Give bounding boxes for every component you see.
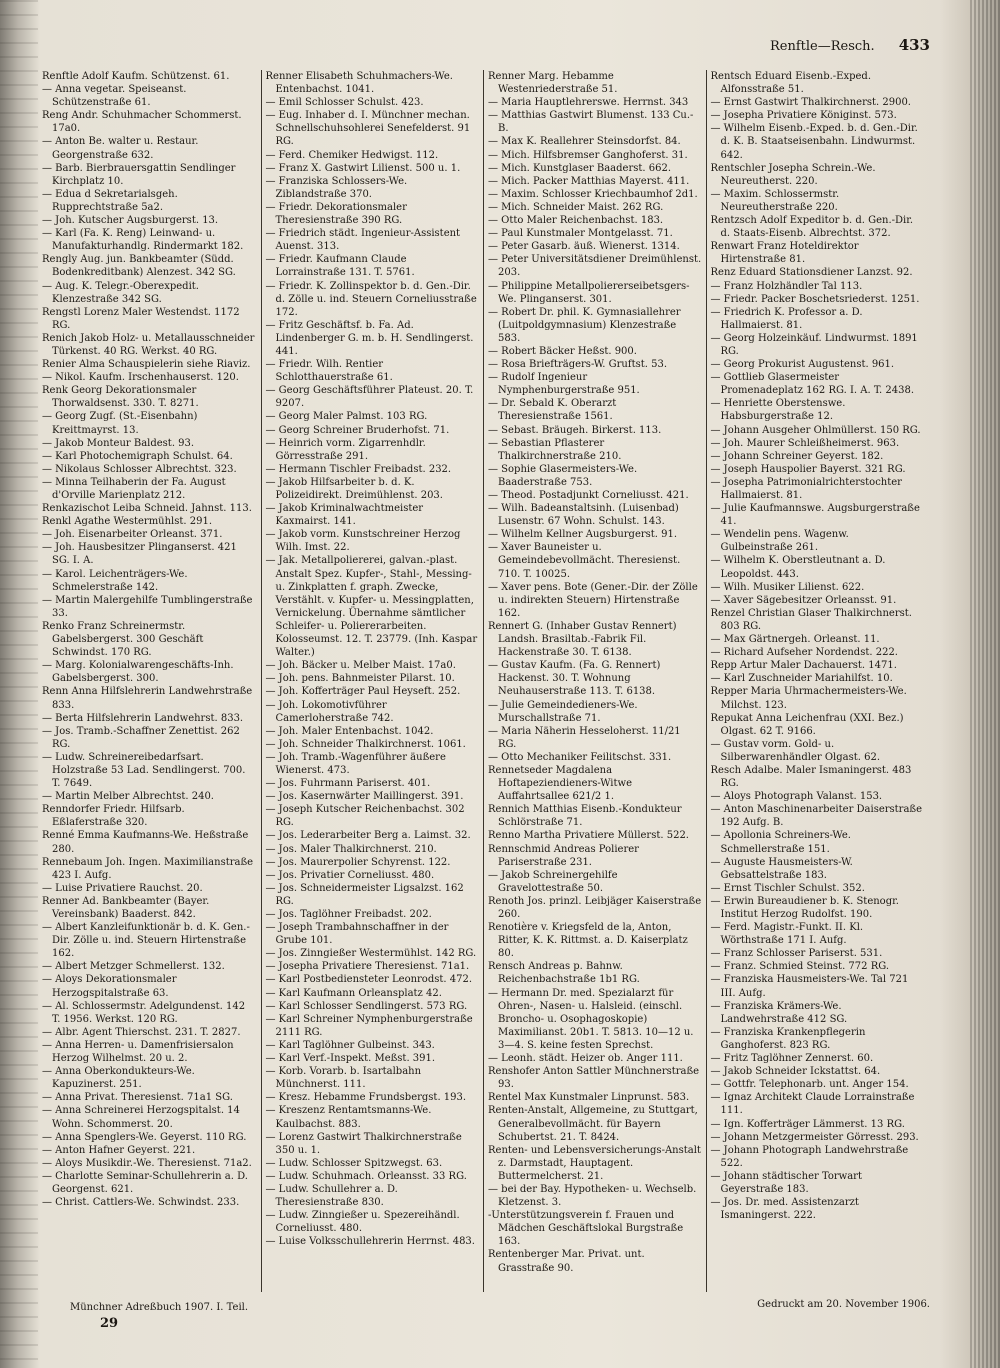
directory-entry: Renier Alma Schauspielerin siehe Riaviz. xyxy=(42,359,251,371)
directory-entry: — Luise Volksschullehrerin Herrnst. 483. xyxy=(265,1236,475,1248)
directory-entry: — Martin Melber Albrechtst. 240. xyxy=(42,791,214,803)
directory-entry: — Jos. Kasernwärter Maillingerst. 391. xyxy=(265,791,464,803)
directory-entry: — Minna Teilhaberin der Fa. August d'Orville Marienplatz 212. xyxy=(42,476,226,501)
directory-entry: — Joh. Hausbesitzer Plinganserst. 421 SG. I. A. xyxy=(42,542,237,567)
directory-entry: — Max Gärtnergeh. Orleanst. 11. xyxy=(710,634,880,646)
directory-entry: Rengly Aug. jun. Bankbeamter (Südd. Bodenkreditbank) Alenzest. 342 SG. xyxy=(42,254,236,279)
directory-entry: — Robert Bäcker Heßst. 900. xyxy=(488,345,637,357)
directory-entry: — Johann Schreiner Geyerst. 182. xyxy=(710,450,884,462)
printed-date: Gedruckt am 20. November 1906. xyxy=(757,1299,930,1310)
directory-entry: — Rosa Briefträgers-W. Gruftst. 53. xyxy=(488,359,667,371)
directory-entry: — Hermann Dr. med. Spezialarzt für Ohren-, Nasen- u. Halsleid. (einschl. Broncho- u. Osophagoskopie) Maximilianst. 20b1. T. 5813. 10—12 u. 3—4. S. keine festen Sprechst. xyxy=(488,987,694,1051)
directory-entry: — Joh. Eisenarbeiter Orleanst. 371. xyxy=(42,529,223,541)
directory-entry: — Gottfr. Telephonarb. unt. Anger 154. xyxy=(710,1079,909,1091)
directory-entry: — Sebastian Pflasterer Thalkirchnerstraße 210. xyxy=(488,437,622,462)
directory-entry: — Anton Be. walter u. Restaur. Georgenstraße 632. xyxy=(42,136,199,161)
directory-entry: — Jakob Schreinergehilfe Gravelottestraße 50. xyxy=(488,869,618,894)
directory-entry: — Erwin Bureaudiener b. K. Stenogr. Institut Herzog Rudolfst. 190. xyxy=(710,895,899,920)
directory-entry: Rentzsch Adolf Expeditor b. d. Gen.-Dir. d. Staats-Eisenb. Albrechtst. 372. xyxy=(710,215,914,240)
directory-entry: — Julie Kaufmannswe. Augsburgerstraße 41. xyxy=(710,503,920,528)
directory-entry: — Xaver pens. Bote (Gener.-Dir. der Zölle u. indirekten Steuern) Hirtenstraße 162. xyxy=(488,581,698,619)
directory-entry: — Jos. Zinngießer Westermühlst. 142 RG. xyxy=(265,948,477,960)
directory-entry: — Charlotte Seminar-Schullehrerin a. D. Georgenst. 621. xyxy=(42,1170,248,1195)
directory-entry: — Ludw. Schlosser Spitzwegst. 63. xyxy=(265,1157,443,1169)
directory-entry: — Martin Malergehilfe Tumblingerstraße 33. xyxy=(42,594,253,619)
directory-entry: — Karl Schreiner Nymphenburgerstraße 2111 RG. xyxy=(265,1013,473,1038)
directory-entry: — Gottlieb Glasermeister Promenadeplatz 162 RG. I. A. T. 2438. xyxy=(710,372,915,397)
directory-entry: — Ludw. Zinngießer u. Spezereihändl. Corneliusst. 480. xyxy=(265,1210,460,1235)
column-2 xyxy=(261,70,484,1292)
directory-entry: — Karl Kaufmann Orleansplatz 42. xyxy=(265,987,442,999)
directory-entry: Renkazischot Leiba Schneid. Jahnst. 113. xyxy=(42,503,252,515)
directory-entry: — Jos. Lederarbeiter Berg a. Laimst. 32. xyxy=(265,830,471,842)
header-range: Renftle—Resch. xyxy=(770,39,875,54)
directory-entry: — Nikol. Kaufm. Irschenhauserst. 120. xyxy=(42,372,239,384)
directory-entry: — Johann Metzgermeister Görresst. 293. xyxy=(710,1131,919,1143)
directory-entry: — Anna Herren- u. Damenfrisiersalon Herzog Wilhelmst. 20 u. 2. xyxy=(42,1039,234,1065)
directory-entry: — Karl Schlosser Sendlingerst. 573 RG. xyxy=(265,1000,468,1012)
directory-entry: — Jos. Fuhrmann Pariserst. 401. xyxy=(265,778,431,790)
directory-entry: — Wilhelm Eisenb.-Exped. b. d. Gen.-Dir. d. K. B. Staatseisenbahn. Lindwurmst. 642. xyxy=(710,123,918,161)
directory-entry: — Wendelin pens. Wagenw. Gulbeinstraße 261. xyxy=(710,529,849,554)
directory-entry: — Friedrich städt. Ingenieur-Assistent Auenst. 313. xyxy=(265,228,461,253)
directory-entry: — Anna Spenglers-We. Geyerst. 110 RG. xyxy=(42,1131,247,1143)
directory-entry: — Korb. Vorarb. b. Isartalbahn Münchnerst. 111. xyxy=(265,1066,422,1091)
signature-number: 29 xyxy=(100,1316,119,1331)
directory-entry: — Ludw. Schullehrer a. D. Theresienstraße 830. xyxy=(265,1183,398,1209)
page-footer xyxy=(70,1299,950,1342)
directory-entry: — Georg Maler Palmst. 103 RG. xyxy=(265,411,428,423)
directory-entry: — bei der Bay. Hypotheken- u. Wechselb. Kletzenst. 3. xyxy=(488,1183,697,1209)
directory-entry: — Paul Kunstmaler Montgelasst. 71. xyxy=(488,228,673,240)
directory-entry: — Mich. Schneider Maist. 262 RG. xyxy=(488,201,664,213)
directory-entry: — Jos. Privatier Corneliusst. 480. xyxy=(265,869,435,881)
directory-entry: — Fritz Taglöhner Zennerst. 60. xyxy=(710,1053,874,1065)
directory-entry: — Josepha Privatiere Theresienst. 71a1. xyxy=(265,961,470,973)
directory-entry: — Philippine Metallpoliererseibetsgers-We. Plinganserst. 301. xyxy=(488,280,690,305)
directory-entry: — Karl Taglöhner Gulbeinst. 343. xyxy=(265,1039,435,1051)
directory-entry: Renftle Adolf Kaufm. Schützenst. 61. xyxy=(42,71,230,82)
directory-entry: — Joh. Maurer Schleißheimerst. 963. xyxy=(710,437,900,449)
directory-entry: — Marg. Kolonialwarengeschäfts-Inh. Gabelsbergerst. 300. xyxy=(42,660,234,685)
directory-entry: — Ign. Kofferträger Lämmerst. 13 RG. xyxy=(710,1118,905,1130)
directory-entry: — Ernst Gastwirt Thalkirchnerst. 2900. xyxy=(710,97,911,109)
directory-entry: — Franz Holzhändler Tal 113. xyxy=(710,280,863,292)
book-title: Münchner Adreßbuch 1907. I. Teil. xyxy=(70,1302,249,1313)
running-header xyxy=(770,36,930,58)
directory-entry: — Friedr. Dekorationsmaler Theresienstraße 390 RG. xyxy=(265,201,407,227)
directory-entry: — Gustav vorm. Gold- u. Silberwarenhändler Olgast. 62. xyxy=(710,738,880,763)
directory-entry: — Eug. Inhaber d. I. Münchner mechan. Schnellschuhsohlerei Senefelderst. 91 RG. xyxy=(265,110,471,148)
column-3 xyxy=(483,70,706,1292)
directory-entry: Reng Andr. Schuhmacher Schommerst. 17a0. xyxy=(42,110,242,135)
directory-entry: — Joseph Trambahnschaffner in der Grube 101. xyxy=(265,922,449,947)
directory-entry: — Ferd. Magistr.-Funkt. II. Kl. Wörthstraße 171 I. Aufg. xyxy=(710,922,864,947)
directory-entry: Rennich Matthias Eisenb.-Kondukteur Schlörstraße 71. xyxy=(488,804,682,829)
directory-entry: — Maria Hauptlehrerswe. Herrnst. 343 xyxy=(488,97,689,109)
directory-entry: — Luise Privatiere Rauchst. 20. xyxy=(42,882,203,894)
directory-entry: Resch Adalbe. Maler Ismaningerst. 483 RG. xyxy=(710,764,912,790)
directory-entry: — Joh. pens. Bahnmeister Pilarst. 10. xyxy=(265,673,455,685)
directory-entry: — Barb. Bierbrauersgattin Sendlinger Kirchplatz 10. xyxy=(42,162,236,187)
directory-entry: — Dr. Sebald K. Oberarzt Theresienstraße 1561. xyxy=(488,398,617,423)
directory-entry: — Matthias Gastwirt Blumenst. 133 Cu.-B. xyxy=(488,110,694,135)
directory-entry: Rennschmid Andreas Polierer Pariserstraße 231. xyxy=(488,843,639,868)
directory-entry: — Albert Metzger Schmellerst. 132. xyxy=(42,961,225,973)
directory-entry: — Kreszenz Rentamtsmanns-We. Kaulbachst. 883. xyxy=(265,1105,432,1130)
directory-entry: Renten-Anstalt, Allgemeine, zu Stuttgart, Generalbevollmächt. für Bayern Schubertst. 21. T. 8424. xyxy=(488,1105,698,1143)
directory-entry: — Sebast. Bräugeh. Birkerst. 113. xyxy=(488,424,662,436)
directory-entry: Repukat Anna Leichenfrau (XXI. Bez.) Olgast. 62 T. 9166. xyxy=(710,712,904,737)
directory-entry: — Max K. Reallehrer Steinsdorfst. 84. xyxy=(488,136,681,148)
directory-entry: — Jos. Schneidermeister Ligsalzst. 162 RG. xyxy=(265,882,464,907)
directory-entry: — Robert Dr. phil. K. Gymnasiallehrer (Luitpoldgymnasium) Klenzestraße 583. xyxy=(488,306,681,344)
directory-entry: — Georg Prokurist Augustenst. 961. xyxy=(710,359,895,371)
directory-entry: Renotière v. Kriegsfeld de la, Anton, Ritter, K. K. Rittmst. a. D. Kaiserplatz 80. xyxy=(488,922,688,960)
directory-entry: — Karl Verf.-Inspekt. Meßst. 391. xyxy=(265,1053,436,1065)
book-spine-shadow xyxy=(0,0,38,1368)
directory-entry: — Peter Gasarb. äuß. Wienerst. 1314. xyxy=(488,241,680,253)
page-number: 433 xyxy=(898,36,930,54)
directory-entry: — Leonh. städt. Heizer ob. Anger 111. xyxy=(488,1053,683,1065)
directory-entry: — Rudolf Ingenieur Nymphenburgerstraße 951. xyxy=(488,372,640,397)
directory-entry: — Joseph Hauspolier Bayerst. 321 RG. xyxy=(710,463,906,475)
directory-entry: Rennetseder Magdalena Hoftapeziendieners-Witwe Auffahrtsallee 621/2 1. xyxy=(488,764,632,803)
directory-entry: — Wilh. Musiker Lilienst. 622. xyxy=(710,581,865,593)
directory-entry: — Jos. Dr. med. Assistenzarzt Ismaningerst. 222. xyxy=(710,1197,859,1222)
directory-entry: — Maxim. Schlosser Kriechbaumhof 2d1. xyxy=(488,188,698,200)
directory-entry: — Hermann Tischler Freibadst. 232. xyxy=(265,463,452,475)
directory-entry: Renné Emma Kaufmanns-We. Heßstraße 280. xyxy=(42,830,249,855)
directory-entry: — Lorenz Gastwirt Thalkirchnerstraße 350 u. 1. xyxy=(265,1131,462,1156)
directory-entry: Rennert G. (Inhaber Gustav Rennert) Landsh. Brasiltab.-Fabrik Fil. Hackenstraße 30. T. 6138. xyxy=(488,620,677,659)
directory-entry: Renn Anna Hilfslehrerin Landwehrstraße 833. xyxy=(42,686,253,711)
directory-entry: — Franz Schlosser Pariserst. 531. xyxy=(710,948,883,960)
directory-entry: Renndorfer Friedr. Hilfsarb. Eßlaferstraße 320. xyxy=(42,804,185,829)
directory-entry: — Franziska Schlossers-We. Ziblandstraße 370. xyxy=(265,175,408,200)
directory-entry: — Jakob vorm. Kunstschreiner Herzog Wilh. Imst. 22. xyxy=(265,529,461,554)
directory-entry: Repper Maria Uhrmachermeisters-We. Milchst. 123. xyxy=(710,686,907,711)
directory-entry: — Kresz. Hebamme Frundsbergst. 193. xyxy=(265,1092,467,1104)
directory-entry: — Jakob Hilfsarbeiter b. d. K. Polizeidirekt. Dreimühlenst. 203. xyxy=(265,476,443,501)
directory-entry: — Aloys Photograph Valanst. 153. xyxy=(710,791,883,803)
directory-entry: — Jakob Monteur Baldest. 93. xyxy=(42,437,195,449)
directory-entry: — Ludw. Schreinereibedarfsart. Holzstraße 53 Lad. Sendlingerst. 700. T. 7649. xyxy=(42,751,246,790)
directory-entry: Renno Martha Privatiere Müllerst. 522. xyxy=(488,830,689,842)
directory-entry: — Georg Geschäftsführer Plateust. 20. T. 9207. xyxy=(265,385,474,410)
directory-entry: — Jos. Taglöhner Freibadst. 202. xyxy=(265,909,432,920)
directory-entry: — Ignaz Architekt Claude Lorrainstraße 111. xyxy=(710,1092,915,1117)
directory-entry: — Christ. Cattlers-We. Schwindst. 233. xyxy=(42,1197,240,1209)
directory-entry: Renz Eduard Stationsdiener Lanzst. 92. xyxy=(710,267,913,279)
directory-entry: — Xaver Sägebesitzer Orleansst. 91. xyxy=(710,594,897,606)
column-4 xyxy=(706,70,929,1292)
directory-entry: Renk Georg Dekorationsmaler Thorwaldsenst. 330. T. 8271. xyxy=(42,385,199,410)
directory-entry: Rentenberger Mar. Privat. unt. Grasstraße 90. xyxy=(488,1249,645,1274)
directory-entry: -Unterstützungsverein f. Frauen und Mädchen Geschäftslokal Burgstraße 163. xyxy=(488,1210,684,1248)
directory-entry: — Joh. Kutscher Augsburgerst. 13. xyxy=(42,215,219,227)
directory-entry: Rennebaum Joh. Ingen. Maximilianstraße 423 I. Aufg. xyxy=(42,856,254,881)
directory-entry: Renko Franz Schreinermstr. Gabelsbergerst. 300 Geschäft Schwindst. 170 RG. xyxy=(42,620,204,659)
directory-entry: — Karl (Fa. K. Reng) Leinwand- u. Manufakturhandlg. Rindermarkt 182. xyxy=(42,228,244,253)
directory-entry: — Aug. K. Telegr.-Oberexpedit. Klenzestraße 342 SG. xyxy=(42,280,199,305)
directory-entry: — Maria Näherin Hesseloherst. 11/21 RG. xyxy=(488,725,681,750)
directory-entry: — Wilhelm Kellner Augsburgerst. 91. xyxy=(488,529,678,541)
directory-entry: — Theod. Postadjunkt Corneliusst. 421. xyxy=(488,490,689,501)
directory-entry: — Friedrich K. Professor a. D. Hallmaierst. 81. xyxy=(710,306,863,331)
directory-entry: — Fritz Geschäftsf. b. Fa. Ad. Lindenberger G. m. b. H. Sendlingerst. 441. xyxy=(265,319,474,357)
directory-entry: — Nikolaus Schlosser Albrechtst. 323. xyxy=(42,463,237,475)
directory-entry: — Georg Schreiner Bruderhofst. 71. xyxy=(265,424,450,436)
directory-entry: — Jos. Tramb.-Schaffner Zenettist. 262 RG. xyxy=(42,725,240,750)
entry-columns xyxy=(38,70,928,1292)
directory-entry: — Joh. Maler Entenbachst. 1042. xyxy=(265,725,434,737)
directory-entry: Renshofer Anton Sattler Münchnerstraße 93. xyxy=(488,1066,700,1091)
directory-entry: — Anna Schreinerei Herzogspitalst. 14 Wohn. Schommerst. 20. xyxy=(42,1105,240,1130)
directory-entry: Renner Marg. Hebamme Westenriederstraße 51. xyxy=(488,71,618,96)
directory-entry: — Henriette Oberstenswe. Habsburgerstraße 12. xyxy=(710,398,846,423)
directory-entry: — Johann Ausgeher Ohlmüllerst. 150 RG. xyxy=(710,424,921,436)
directory-entry: — Maxim. Schlossermstr. Neureutherstraße 220. xyxy=(710,188,840,213)
directory-entry: — Jos. Maler Thalkirchnerst. 210. xyxy=(265,843,437,855)
directory-entry: — Heinrich vorm. Zigarrenhdlr. Görresstraße 291. xyxy=(265,437,426,462)
directory-entry: Renner Ad. Bankbeamter (Bayer. Vereinsbank) Baaderst. 842. xyxy=(42,895,210,920)
directory-entry: — Joh. Bäcker u. Melber Maist. 17a0. xyxy=(265,660,456,672)
directory-entry: — Johann städtischer Torwart Geyerstraße 183. xyxy=(710,1170,862,1195)
directory-entry: Rengstl Lorenz Maler Westendst. 1172 RG. xyxy=(42,306,240,331)
directory-entry: Renoth Jos. prinzl. Leibjäger Kaiserstraße 260. xyxy=(488,895,702,920)
directory-entry: — Karl Zuschneider Mariahilfst. 10. xyxy=(710,673,893,685)
directory-entry: — Anna Oberkondukteurs-We. Kapuzinerst. 251. xyxy=(42,1066,195,1091)
directory-entry: — Franz X. Gastwirt Lilienst. 500 u. 1. xyxy=(265,162,461,174)
directory-entry: — Friedr. Wilh. Rentier Schlotthauerstraße 61. xyxy=(265,359,393,384)
directory-entry: — Jakob Schneider Ickstattst. 64. xyxy=(710,1066,881,1078)
directory-entry: — Edua d Sekretarialsgeh. Rupprechtstraße 5a2. xyxy=(42,188,178,213)
directory-entry: — Karl Postbediensteter Leonrodst. 472. xyxy=(265,974,472,986)
directory-entry: Renwart Franz Hoteldirektor Hirtenstraße 81. xyxy=(710,241,859,266)
directory-entry: — Joseph Kutscher Reichenbachst. 302 RG. xyxy=(265,804,465,829)
directory-entry: — Peter Universitätsdiener Dreimühlenst. 203. xyxy=(488,254,702,279)
directory-entry: — Aloys Musikdir.-We. Theresienst. 71a2. xyxy=(42,1157,252,1169)
directory-entry: — Wilhelm K. Oberstleutnant a. D. Leopoldst. 443. xyxy=(710,555,886,580)
directory-entry: — Joh. Tramb.-Wagenführer äußere Wienerst. 473. xyxy=(265,751,446,776)
directory-entry: Rentel Max Kunstmaler Linprunst. 583. xyxy=(488,1092,690,1104)
directory-entry: — Friedr. Kaufmann Claude Lorrainstraße 131. T. 5761. xyxy=(265,254,415,279)
directory-entry: Rentschler Josepha Schrein.-We. Neureutherst. 220. xyxy=(710,162,876,187)
directory-entry: — Xaver Bauneister u. Gemeindebevollmächt. Theresienst. 710. T. 10025. xyxy=(488,542,681,580)
directory-entry: — Franziska Krankenpflegerin Ganghoferst. 823 RG. xyxy=(710,1026,866,1051)
directory-entry: — Anton Hafner Geyerst. 221. xyxy=(42,1144,196,1156)
directory-entry: — Julie Gemeindedieners-We. Murschallstraße 71. xyxy=(488,699,638,724)
directory-entry: — Apollonia Schreiners-We. Schmellerstraße 151. xyxy=(710,830,851,855)
directory-entry: Repp Artur Maler Dachauerst. 1471. xyxy=(710,660,897,672)
directory-entry: Renten- und Lebensversicherungs-Anstalt z. Darmstadt, Hauptagent. Buttermelcherst. 21. xyxy=(488,1144,701,1182)
directory-entry: — Jos. Maurerpolier Schyrenst. 122. xyxy=(265,856,451,868)
directory-entry: — Berta Hilfslehrerin Landwehrst. 833. xyxy=(42,712,244,724)
directory-entry: — Anna Privat. Theresienst. 71a1 SG. xyxy=(42,1092,233,1104)
directory-entry: — Jak. Metallpoliererei, galvan.-plast. Anstalt Spez. Kupfer-, Stahl-, Messing- u. Zinkplatten f. graph. Zwecke, Verstählt. v. Kupfer- u. Messingplatten, Vernickelung. Übernahme sämtlicher Schleifer- u. Poliererarbeiten. Kolosseumst. 12. T. 23779. (Inh. Kaspar Walter.) xyxy=(265,555,478,659)
directory-entry: — Franziska Krämers-We. Landwehrstraße 412 SG. xyxy=(710,1000,848,1025)
directory-entry: — Wilh. Badeanstaltsinh. (Luisenbad) Lusenstr. 67 Wohn. Schulst. 143. xyxy=(488,503,679,528)
directory-entry: Renich Jakob Holz- u. Metallausschneider Türkenst. 40 RG. Werkst. 40 RG. xyxy=(42,332,255,357)
directory-entry: — Joh. Schneider Thalkirchnerst. 1061. xyxy=(265,738,466,750)
page-edge-stack xyxy=(970,0,1000,1368)
directory-entry: — Karl Photochemigraph Schulst. 64. xyxy=(42,450,233,462)
directory-entry: — Josepha Patrimonialrichterstochter Hallmaierst. 81. xyxy=(710,476,902,501)
directory-entry: — Ernst Tischler Schulst. 352. xyxy=(710,882,865,894)
directory-entry: — Richard Aufseher Nordendst. 222. xyxy=(710,647,898,659)
directory-entry: — Joh. Lokomotivführer Camerloherstraße 742. xyxy=(265,699,394,724)
directory-entry: — Johann Photograph Landwehrstraße 522. xyxy=(710,1144,909,1169)
directory-entry: — Albr. Agent Thierschst. 231. T. 2827. xyxy=(42,1026,241,1038)
directory-entry: — Albert Kanzleifunktionär b. d. K. Gen.-Dir. Zölle u. ind. Steuern Hirtenstraße 162. xyxy=(42,922,250,960)
directory-entry: — Georg Zugf. (St.-Eisenbahn) Kreittmayrst. 13. xyxy=(42,411,198,436)
directory-entry: — Mich. Kunstglaser Baaderst. 662. xyxy=(488,162,672,174)
directory-entry: — Mich. Packer Matthias Mayerst. 411. xyxy=(488,175,690,187)
directory-entry: — Ferd. Chemiker Hedwigst. 112. xyxy=(265,149,439,161)
directory-entry: Renner Elisabeth Schuhmachers-We. Entenbachst. 1041. xyxy=(265,71,453,96)
directory-entry: Rensch Andreas p. Bahnw. Reichenbachstraße 1b1 RG. xyxy=(488,961,640,986)
directory-entry: — Franziska Hausmeisters-We. Tal 721 III. Aufg. xyxy=(710,974,909,999)
column-1 xyxy=(38,70,261,1292)
directory-entry: — Georg Holzeinkäuf. Lindwurmst. 1891 RG. xyxy=(710,332,918,357)
directory-entry: Renkl Agathe Westermühlst. 291. xyxy=(42,516,213,528)
directory-entry: — Al. Schlossermstr. Adelgundenst. 142 T. 1956. Werkst. 120 RG. xyxy=(42,1000,246,1025)
directory-entry: — Otto Maler Reichenbachst. 183. xyxy=(488,215,664,227)
directory-entry: — Franz. Schmied Steinst. 772 RG. xyxy=(710,961,890,973)
directory-entry: — Otto Mechaniker Feilitschst. 331. xyxy=(488,751,672,763)
directory-entry: — Friedr. K. Zollinspektor b. d. Gen.-Dir. d. Zölle u. ind. Steuern Corneliusstraße 172. xyxy=(265,280,477,318)
directory-entry: — Emil Schlosser Schulst. 423. xyxy=(265,97,424,109)
directory-entry: Renzel Christian Glaser Thalkirchnerst. 803 RG. xyxy=(710,607,912,632)
directory-entry: — Gustav Kaufm. (Fa. G. Rennert) Hackenst. 30. T. Wohnung Neuhauserstraße 113. T. 6138. xyxy=(488,660,661,698)
directory-entry: — Jakob Kriminalwachtmeister Kaxmairst. 141. xyxy=(265,503,424,528)
directory-entry: Rentsch Eduard Eisenb.-Exped. Alfonsstraße 51. xyxy=(710,71,872,96)
directory-entry: — Mich. Hilfsbremser Ganghoferst. 31. xyxy=(488,149,688,161)
directory-entry: — Karol. Leichenträgers-We. Schmelerstraße 142. xyxy=(42,568,188,593)
directory-entry: — Josepha Privatiere Königinst. 573. xyxy=(710,110,897,122)
directory-entry: — Anna vegetar. Speiseanst. Schützenstraße 61. xyxy=(42,84,187,109)
directory-entry: — Sophie Glasermeisters-We. Baaderstraße 753. xyxy=(488,463,638,488)
directory-entry: — Auguste Hausmeisters-W. Gebsattelstraße 183. xyxy=(710,856,853,881)
directory-entry: — Ludw. Schuhmach. Orleansst. 33 RG. xyxy=(265,1170,467,1182)
directory-entry: — Joh. Kofferträger Paul Heyseft. 252. xyxy=(265,686,461,698)
directory-entry: — Anton Maschinenarbeiter Daiserstraße 192 Aufg. B. xyxy=(710,804,923,829)
directory-entry: — Friedr. Packer Boschetsriederst. 1251. xyxy=(710,293,920,305)
directory-entry: — Aloys Dekorationsmaler Herzogspitalstraße 63. xyxy=(42,974,177,999)
